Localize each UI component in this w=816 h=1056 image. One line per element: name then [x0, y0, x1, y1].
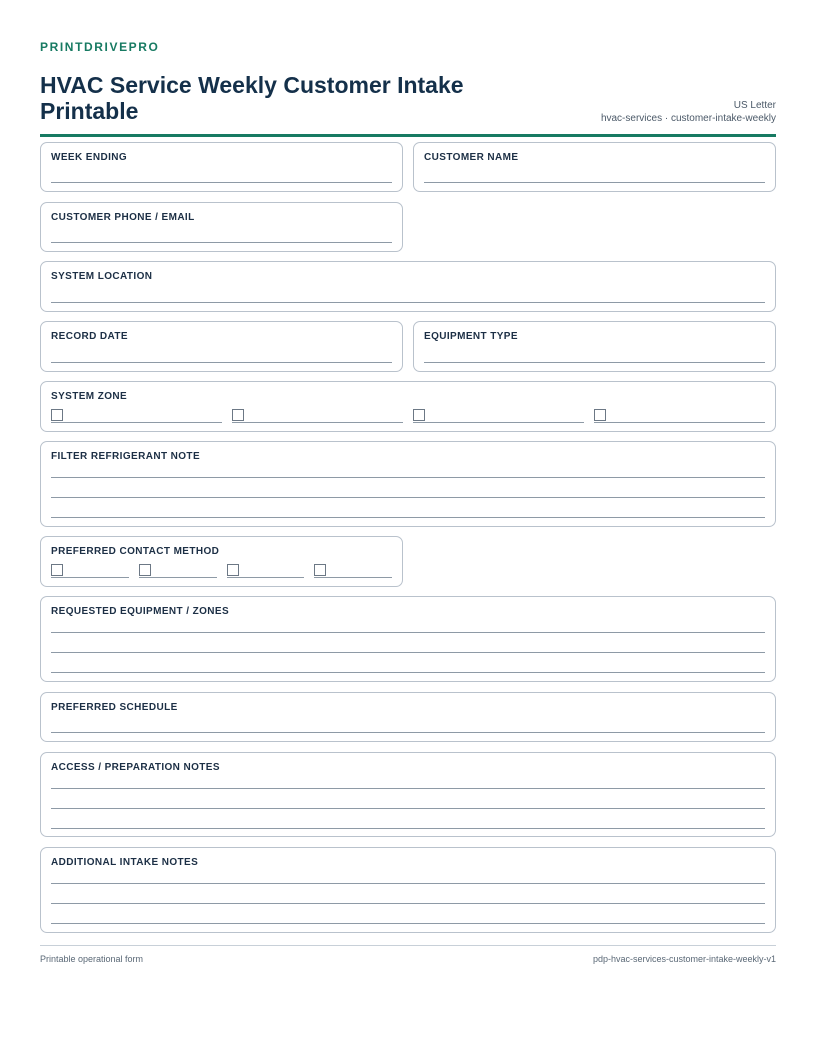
preferred-schedule-field[interactable] [40, 692, 776, 742]
write-line[interactable] [51, 632, 765, 633]
zone-option[interactable] [232, 409, 403, 423]
row-week-customer [40, 142, 776, 192]
checkbox[interactable] [51, 564, 63, 576]
row-phone [40, 202, 776, 252]
write-line[interactable] [51, 808, 765, 809]
brand-name: PRINTDRIVEPRO [40, 40, 160, 54]
filter-refrigerant-note-field[interactable] [40, 441, 776, 527]
customer-name-label: CUSTOMER NAME [424, 152, 519, 163]
additional-intake-notes-field[interactable] [40, 847, 776, 933]
row-contact-method [40, 536, 776, 587]
zone-option[interactable] [594, 409, 765, 423]
record-date-label: RECORD DATE [51, 331, 128, 342]
paper-size: US Letter [733, 100, 776, 111]
write-line[interactable] [51, 883, 765, 884]
system-location-field[interactable] [40, 261, 776, 312]
requested-equipment-zones-label: REQUESTED EQUIPMENT / ZONES [51, 606, 230, 617]
filter-refrigerant-note-label: FILTER REFRIGERANT NOTE [51, 451, 201, 462]
checkbox[interactable] [227, 564, 239, 576]
row-date-equipment [40, 321, 776, 372]
form-slug: hvac-services · customer-intake-weekly [600, 113, 776, 124]
contact-option[interactable] [51, 564, 129, 578]
row-additional-notes [40, 847, 776, 933]
write-line[interactable] [51, 242, 392, 243]
week-ending-field[interactable] [40, 142, 403, 192]
row-access-notes [40, 752, 776, 837]
contact-method-options [51, 564, 392, 578]
checkbox[interactable] [139, 564, 151, 576]
checkbox[interactable] [232, 409, 244, 421]
system-zone-options [51, 409, 765, 423]
write-line[interactable] [51, 788, 765, 789]
equipment-type-field[interactable] [413, 321, 776, 372]
zone-option[interactable] [413, 409, 584, 423]
checkbox[interactable] [314, 564, 326, 576]
customer-phone-email-label: CUSTOMER PHONE / EMAIL [51, 212, 195, 223]
write-line[interactable] [51, 362, 392, 363]
row-requested-equipment [40, 596, 776, 682]
row-filter-refrigerant [40, 441, 776, 527]
write-line[interactable] [51, 477, 765, 478]
checkbox[interactable] [413, 409, 425, 421]
write-line[interactable] [51, 517, 765, 518]
write-line[interactable] [51, 903, 765, 904]
footer-form-id: pdp-hvac-services-customer-intake-weekly-v1 [592, 954, 776, 964]
write-line[interactable] [424, 182, 765, 183]
page-footer [40, 945, 776, 964]
write-line[interactable] [51, 497, 765, 498]
row-system-location [40, 261, 776, 312]
preferred-contact-method-field [40, 536, 403, 587]
contact-option[interactable] [314, 564, 392, 578]
access-preparation-notes-label: ACCESS / PREPARATION NOTES [51, 762, 220, 773]
contact-option[interactable] [227, 564, 305, 578]
page-title: HVAC Service Weekly Customer Intake Printable [40, 72, 464, 124]
equipment-type-label: EQUIPMENT TYPE [424, 331, 518, 342]
requested-equipment-zones-field[interactable] [40, 596, 776, 682]
access-preparation-notes-field[interactable] [40, 752, 776, 837]
page-header-area [40, 40, 776, 137]
preferred-schedule-label: PREFERRED SCHEDULE [51, 702, 178, 713]
row-system-zone [40, 381, 776, 432]
record-date-field[interactable] [40, 321, 403, 372]
page-header [40, 54, 776, 137]
additional-intake-notes-label: ADDITIONAL INTAKE NOTES [51, 857, 199, 868]
write-line[interactable] [51, 652, 765, 653]
write-line[interactable] [424, 362, 765, 363]
week-ending-label: WEEK ENDING [51, 152, 128, 163]
write-line[interactable] [51, 732, 765, 733]
row-preferred-schedule [40, 692, 776, 742]
customer-phone-email-field[interactable] [40, 202, 403, 252]
zone-option[interactable] [51, 409, 222, 423]
write-line[interactable] [51, 828, 765, 829]
write-line[interactable] [51, 302, 765, 303]
page-meta [601, 99, 776, 125]
checkbox[interactable] [51, 409, 63, 421]
preferred-contact-method-label: PREFERRED CONTACT METHOD [51, 546, 220, 557]
write-line[interactable] [51, 182, 392, 183]
customer-name-field[interactable] [413, 142, 776, 192]
contact-option[interactable] [139, 564, 217, 578]
write-line[interactable] [51, 923, 765, 924]
checkbox[interactable] [594, 409, 606, 421]
system-location-label: SYSTEM LOCATION [51, 271, 153, 282]
write-line[interactable] [51, 672, 765, 673]
footer-left-text: Printable operational form [40, 954, 144, 964]
system-zone-label: SYSTEM ZONE [51, 391, 128, 402]
system-zone-field [40, 381, 776, 432]
